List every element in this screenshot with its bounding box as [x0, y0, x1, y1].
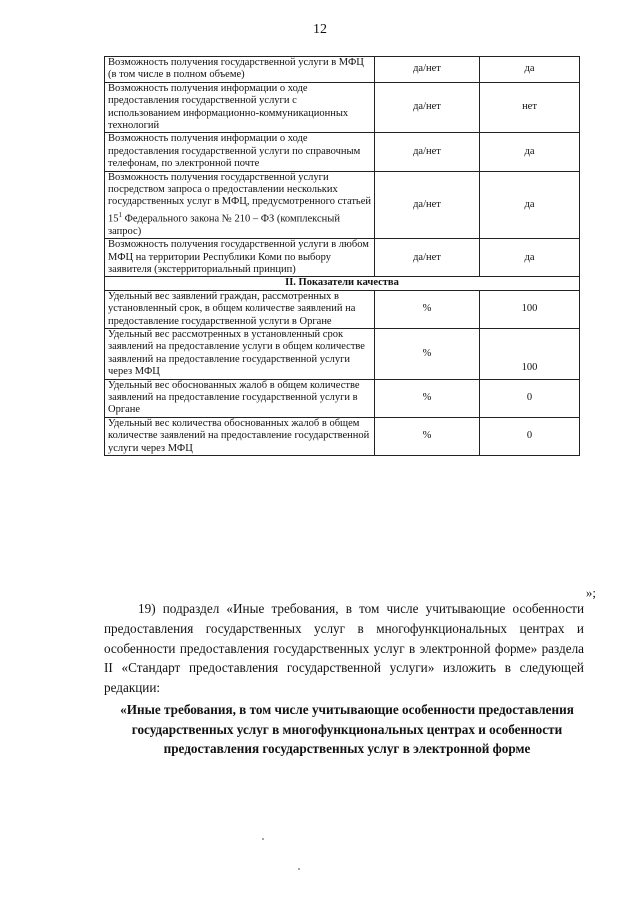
indicator-value: 100 [480, 290, 580, 328]
table-row [105, 133, 580, 171]
indicator-name: Возможность получения государственной услуги в любом МФЦ на территории Республики Коми по выбору заявителя (экстерриториальный принцип) [105, 239, 375, 277]
indicator-unit: да/нет [375, 57, 480, 83]
article-superscript: 1 [118, 210, 122, 219]
table-row [105, 82, 580, 133]
indicator-value: да [480, 171, 580, 239]
indicator-name: Удельный вес обоснованных жалоб в общем количестве заявлений на предоставление государственной услуги в Органе [105, 379, 375, 417]
indicator-name: Возможность получения информации о ходе предоставления государственной услуги с использованием информационно-коммуникационных технологий [105, 82, 375, 133]
table-row [105, 171, 580, 239]
table-row [105, 290, 580, 328]
indicator-value: нет [480, 82, 580, 133]
indicator-unit: да/нет [375, 239, 480, 277]
indicator-value: да [480, 239, 580, 277]
section-title: II. Показатели качества [105, 277, 580, 290]
indicator-unit: да/нет [375, 171, 480, 239]
indicator-unit: да/нет [375, 133, 480, 171]
closing-quote: »; [585, 585, 596, 600]
indicator-unit: да/нет [375, 82, 480, 133]
indicator-value: да [480, 57, 580, 83]
indicator-name-part: Возможность получения государственной услуги посредством запроса о предоставлении нескольких государственных услуг в МФЦ, предусмотренного статьей 15 [108, 171, 371, 225]
indicator-value: 0 [480, 379, 580, 417]
subsection-heading: «Иные требования, в том числе учитывающие особенности предоставления государственных услуг в многофункциональных центрах и особенности предоставления государственных услуг в электронной форме [120, 702, 574, 757]
indicator-name: Удельный вес рассмотренных в установленный срок заявлений на предоставление услуги в общем количестве заявлений на предоставление государственной услуги через МФЦ [105, 329, 375, 380]
table-row [105, 379, 580, 417]
indicators-table [104, 56, 580, 456]
page-number: 12 [313, 22, 327, 37]
scan-speck [298, 868, 300, 870]
indicator-name: Возможность получения государственной услуги в МФЦ (в том числе в полном объеме) [105, 57, 375, 83]
indicator-unit: % [375, 290, 480, 328]
indicator-unit: % [375, 417, 480, 455]
table-row [105, 329, 580, 380]
section-row [105, 277, 580, 290]
indicator-unit: % [375, 379, 480, 417]
indicator-unit: % [375, 329, 480, 380]
table-row [105, 57, 580, 83]
scan-speck [262, 838, 264, 840]
table-row [105, 239, 580, 277]
amendment-paragraph: 19) подраздел «Иные требования, в том числе учитывающие особенности предоставления государственных услуг в многофункциональных центрах и особенности предоставления государственных услуг в электронной форме» раздела II «Стандарт предоставления государственной услуги» изложить в следующей редакции: [104, 601, 584, 696]
indicator-value: да [480, 133, 580, 171]
indicator-name: Удельный вес заявлений граждан, рассмотренных в установленный срок, в общем количестве заявлений на предоставление государственной услуги в Органе [105, 290, 375, 328]
indicator-name: Возможность получения информации о ходе предоставления государственной услуги по справочным телефонам, по электронной почте [105, 133, 375, 171]
table-row [105, 417, 580, 455]
indicator-name [105, 171, 375, 239]
indicator-name-part: Федерального закона № 210 – ФЗ (комплексный запрос) [108, 213, 340, 237]
indicator-name: Удельный вес количества обоснованных жалоб в общем количестве заявлений на предоставление государственной услуги через МФЦ [105, 417, 375, 455]
indicator-value: 100 [480, 329, 580, 380]
indicator-value: 0 [480, 417, 580, 455]
